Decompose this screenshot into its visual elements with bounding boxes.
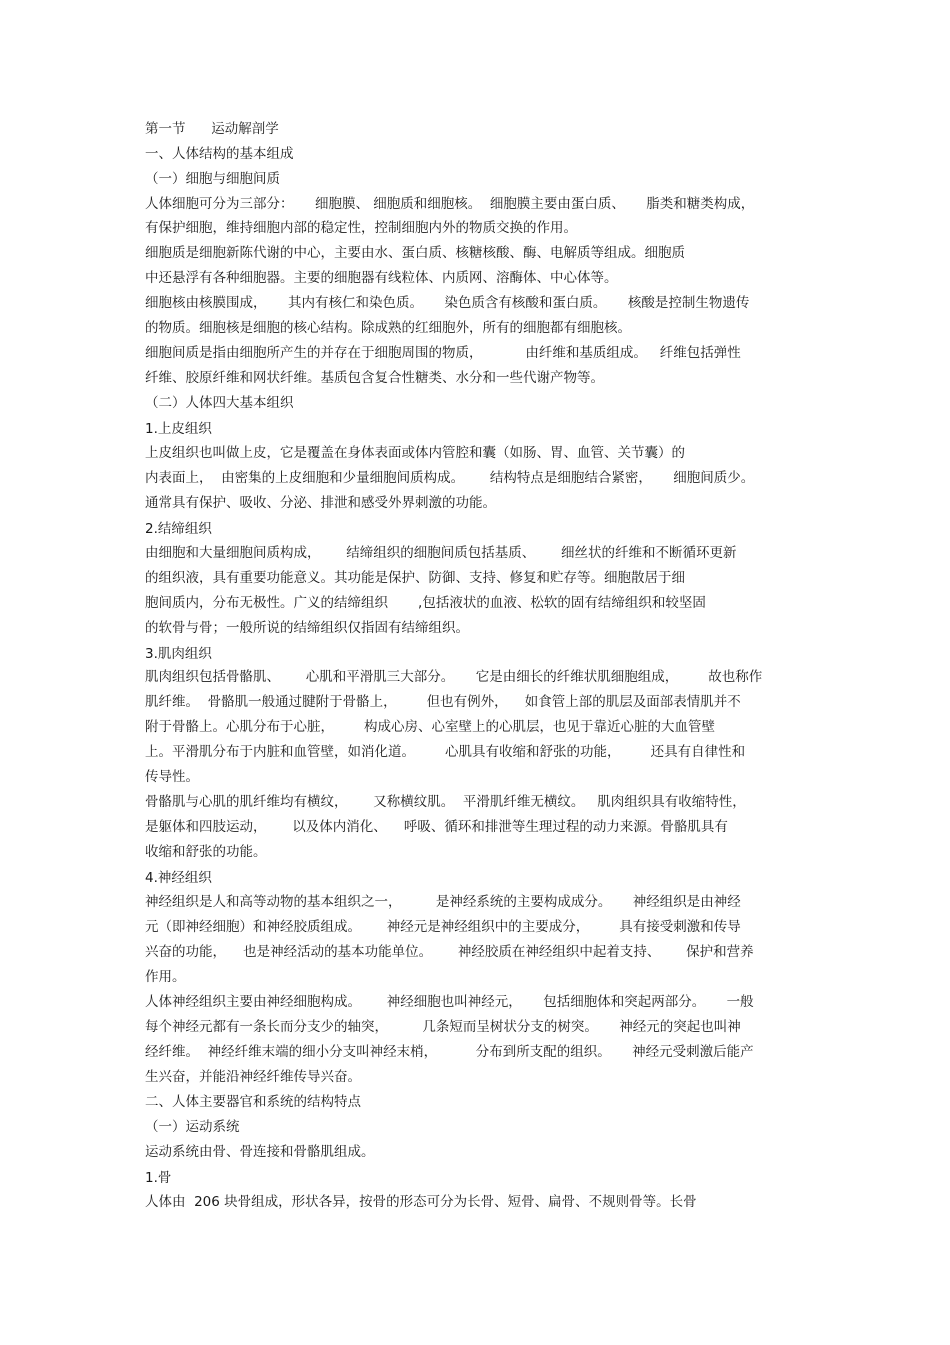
subheading: （二）人体四大基本组织 [145,395,294,411]
heading-2: 二、人体主要器官和系统的结构特点 [145,1094,361,1110]
paragraph-line: 是躯体和四肢运动， 以及体内消化、 呼吸、循环和排泄等生理过程的动力来源。骨骼肌具有 [145,819,728,835]
paragraph-line: 人体神经组织主要由神经细胞构成。 神经细胞也叫神经元， 包括细胞体和突起两部分。 一般 [145,994,754,1010]
paragraph-line: 收缩和舒张的功能。 [145,844,267,860]
paragraph-line: 上。平滑肌分布于内脏和血管壁，如消化道。 心肌具有收缩和舒张的功能， 还具有自律性和 [145,744,746,760]
paragraph-line: 运动系统由骨、骨连接和骨骼肌组成。 [145,1144,375,1160]
subheading: （一）运动系统 [145,1119,240,1135]
paragraph-line: 胞间质内，分布无极性。广义的结缔组织 ,包括液状的血液、松软的固有结缔组织和较坚固 [145,595,706,611]
paragraph-line: 的物质。细胞核是细胞的核心结构。除成熟的红细胞外，所有的细胞都有细胞核。 [145,320,631,336]
paragraph-line: 每个神经元都有一条长而分支少的轴突， 几条短而呈树状分支的树突。 神经元的突起也叫神 [145,1019,741,1035]
subheading: 4.神经组织 [145,870,212,886]
paragraph-line: 肌纤维。 骨骼肌一般通过腱附于骨骼上， 但也有例外， 如食管上部的肌层及面部表情肌并不 [145,694,741,710]
paragraph-line: 有保护细胞，维持细胞内部的稳定性，控制细胞内外的物质交换的作用。 [145,220,577,236]
paragraph-line: 元（即神经细胞）和神经胶质组成。 神经元是神经组织中的主要成分， 具有接受刺激和传导 [145,919,741,935]
paragraph-line: 的组织液，具有重要功能意义。其功能是保护、防御、支持、修复和贮存等。细胞散居于细 [145,570,685,586]
paragraph-line: 的软骨与骨；一般所说的结缔组织仅指固有结缔组织。 [145,620,469,636]
section-title: 第一节 运动解剖学 [145,121,279,137]
subheading: （一）细胞与细胞间质 [145,171,280,187]
paragraph-line: 经纤维。 神经纤维末端的细小分支叫神经末梢， 分布到所支配的组织。 神经元受刺激后能产 [145,1044,754,1060]
paragraph-line: 纤维、胶原纤维和网状纤维。基质包含复合性糖类、水分和一些代谢产物等。 [145,370,604,386]
paragraph-line: 附于骨骼上。心肌分布于心脏， 构成心房、心室壁上的心肌层，也见于靠近心脏的大血管壁 [145,719,716,735]
subheading: 3.肌肉组织 [145,646,212,662]
paragraph-line: 细胞核由核膜围成， 其内有核仁和染色质。 染色质含有核酸和蛋白质。 核酸是控制生物遗传 [145,295,750,311]
paragraph-line: 作用。 [145,969,186,985]
paragraph-line: 神经组织是人和高等动物的基本组织之一， 是神经系统的主要构成成分。 神经组织是由神经 [145,894,741,910]
subheading: 1.骨 [145,1170,172,1186]
paragraph-line: 肌肉组织包括骨骼肌、 心肌和平滑肌三大部分。 它是由细长的纤维状肌细胞组成， 故也称作 [145,669,763,685]
heading-1: 一、人体结构的基本组成 [145,146,294,162]
paragraph-line: 由细胞和大量细胞间质构成， 结缔组织的细胞间质包括基质、 细丝状的纤维和不断循环更新 [145,545,737,561]
paragraph-line: 生兴奋，并能沿神经纤维传导兴奋。 [145,1069,361,1085]
subheading: 1.上皮组织 [145,421,212,437]
paragraph-line: 骨骼肌与心肌的肌纤维均有横纹， 又称横纹肌。 平滑肌纤维无横纹。 肌肉组织具有收缩特性， [145,794,746,810]
paragraph-line: 人体由 206 块骨组成，形状各异，按骨的形态可分为长骨、短骨、扁骨、不规则骨等。长骨 [145,1194,697,1210]
paragraph-line: 内表面上， 由密集的上皮细胞和少量细胞间质构成。 结构特点是细胞结合紧密， 细胞间质少。 [145,470,755,486]
paragraph-line: 细胞质是细胞新陈代谢的中心，主要由水、蛋白质、核糖核酸、酶、电解质等组成。细胞质 [145,245,685,261]
paragraph-line: 兴奋的功能， 也是神经活动的基本功能单位。 神经胶质在神经组织中起着支持、 保护和营养 [145,944,754,960]
paragraph-line: 中还悬浮有各种细胞器。主要的细胞器有线粒体、内质网、溶酶体、中心体等。 [145,270,618,286]
paragraph-line: 细胞间质是指由细胞所产生的并存在于细胞周围的物质， 由纤维和基质组成。 纤维包括弹性 [145,345,741,361]
paragraph-line: 传导性。 [145,769,199,785]
paragraph-line: 通常具有保护、吸收、分泌、排泄和感受外界刺激的功能。 [145,495,496,511]
paragraph-line: 上皮组织也叫做上皮，它是覆盖在身体表面或体内管腔和囊（如肠、胃、血管、关节囊）的 [145,445,685,461]
paragraph-line: 人体细胞可分为三部分： 细胞膜、 细胞质和细胞核。 细胞膜主要由蛋白质、 脂类和糖类构成， [145,196,755,212]
subheading: 2.结缔组织 [145,521,212,537]
